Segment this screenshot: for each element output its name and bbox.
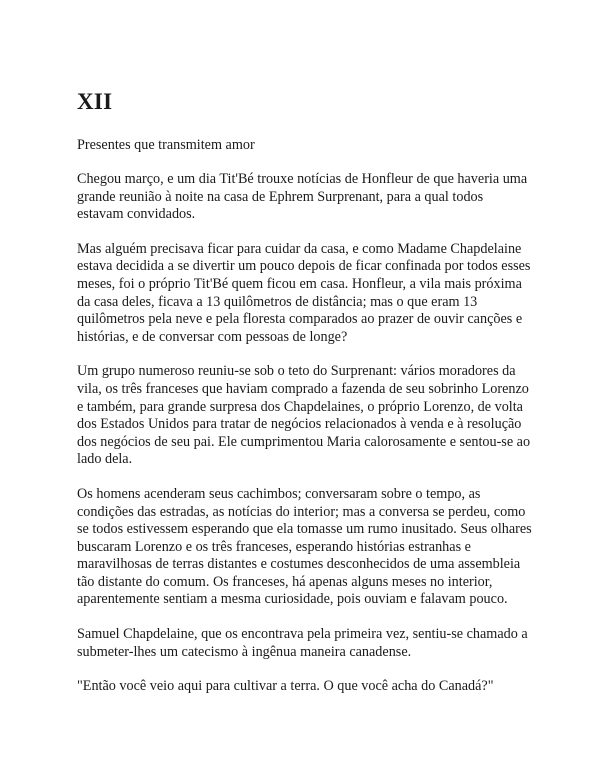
paragraph-1: Chegou março, e um dia Tit'Bé trouxe notícias de Honfleur de que haveria uma grande reunião à noite na casa de Ephrem Surprenant, para a qual todos estavam convidados. — [77, 171, 528, 223]
paragraph-4: Os homens acenderam seus cachimbos; conversaram sobre o tempo, as condições das estradas, as notícias do interior; mas a conversa se perdeu, como se todos estivessem esperando que ela tomasse um rumo inusitado. Seus olhares buscaram Lorenzo e os três franceses, esperando histórias estranhas e maravilhosas de terras distantes e costumes desconhecidos de uma assembleia tão distante do comum. Os franceses, há apenas alguns meses no interior, aparentemente sentiam a mesma curiosidade, pois ouviam e falavam pouco. — [77, 485, 532, 608]
chapter-heading: XII — [77, 89, 113, 114]
paragraph-6: "Então você veio aqui para cultivar a terra. O que você acha do Canadá?" — [77, 678, 494, 695]
paragraph-3: Um grupo numeroso reuniu-se sob o teto do Surprenant: vários moradores da vila, os três franceses que haviam comprado a fazenda de seu sobrinho Lorenzo e também, para grande surpresa dos Chapdelaines, o próprio Lorenzo, de volta dos Estados Unidos para tratar de negócios relacionados à venda e à resolução dos negócios de seu pai. Ele cumprimentou Maria calorosamente e sentou-se ao lado dela. — [77, 363, 531, 468]
document-page — [77, 88, 533, 713]
paragraph-5: Samuel Chapdelaine, que os encontrava pela primeira vez, sentiu-se chamado a submeter-lhes um catecismo à ingênua maneira canadense. — [77, 626, 528, 660]
paragraph-2: Mas alguém precisava ficar para cuidar da casa, e como Madame Chapdelaine estava decidida a se divertir um pouco depois de ficar confinada por todos esses meses, foi o próprio Tit'Bé quem ficou em casa. Honfleur, a vila mais próxima da casa deles, ficava a 13 quilômetros de distância; mas o que eram 13 quilômetros pela neve e pela floresta comparados ao prazer de ouvir canções e histórias, e de conversar com pessoas de longe? — [77, 240, 531, 345]
chapter-subtitle: Presentes que transmitem amor — [77, 137, 255, 153]
